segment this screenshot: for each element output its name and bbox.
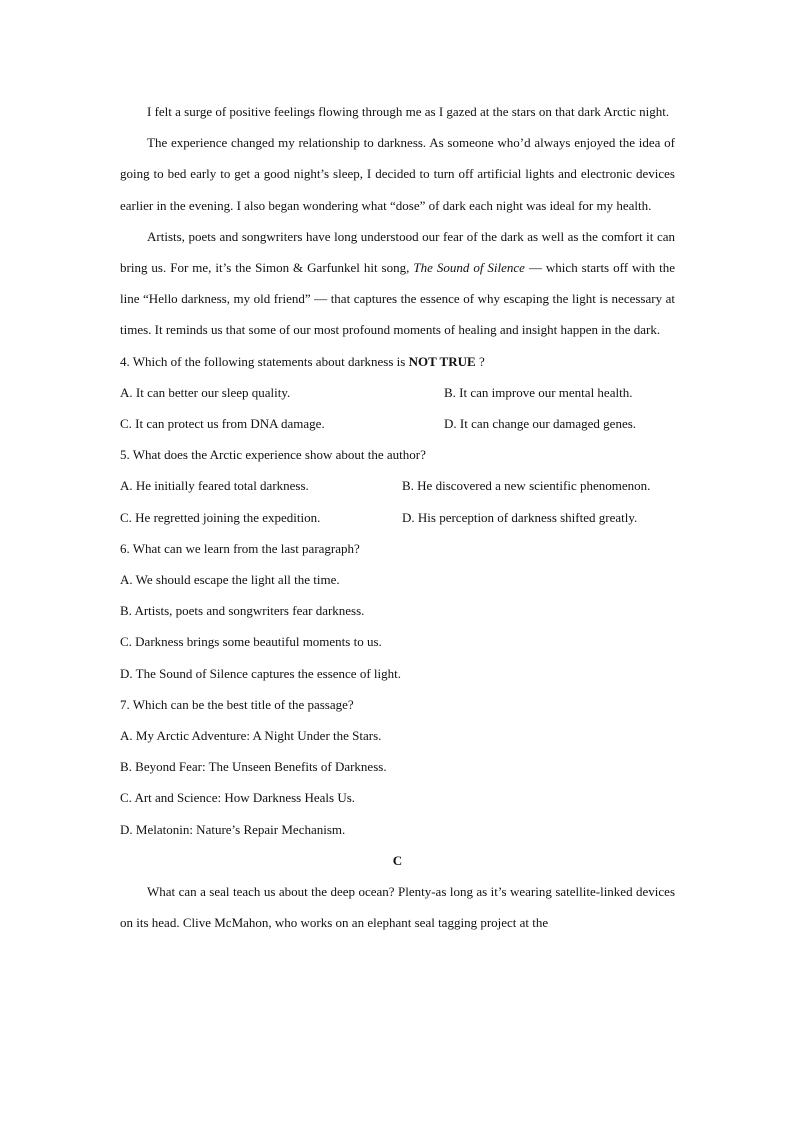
question-4-option-a: A. It can better our sleep quality. [120, 384, 291, 400]
question-5-options-row-2 [120, 502, 675, 533]
question-4-stem-end: ? [475, 353, 485, 369]
question-4-option-b: B. It can improve our mental health. [444, 384, 633, 400]
question-7-option-a: A. My Arctic Adventure: A Night Under the Stars. [120, 728, 382, 744]
question-6-option-d: D. The Sound of Silence captures the essence of light. [120, 665, 401, 681]
section-heading: C [392, 852, 403, 868]
question-6-option-c: C. Darkness brings some beautiful moments to us. [120, 634, 382, 650]
question-4-option-c: C. It can protect us from DNA damage. [120, 416, 325, 432]
question-6-option-b: B. Artists, poets and songwriters fear darkness. [120, 603, 365, 619]
question-5-option-d: D. His perception of darkness shifted greatly. [402, 509, 638, 525]
question-4-stem-text: 4. Which of the following statements about darkness is [120, 353, 409, 369]
passage-b-paragraph-2: The experience changed my relationship to darkness. As someone who’d always enjoyed the idea of going to bed early to get a good night’s sleep, I decided to turn off artificial lights and electronic devices earlier in the evening. I also began wondering what “dose” of dark each night was ideal for my health. [120, 135, 675, 213]
question-5-options-row-1 [120, 470, 675, 501]
passage-b-paragraph-3 [120, 221, 675, 346]
paragraph-3-text-b: — which starts off with the line “Hello darkness, my old friend” — that captures the essence of why escaping the light is necessary at times. It reminds us that some of our most profound moments of healing and insight happen in the dark. [120, 260, 675, 338]
question-4-stem [120, 346, 675, 377]
question-5-option-a: A. He initially feared total darkness. [120, 478, 309, 494]
question-7-option-b: B. Beyond Fear: The Unseen Benefits of Darkness. [120, 759, 387, 775]
question-7-option-d: D. Melatonin: Nature’s Repair Mechanism. [120, 821, 346, 837]
question-5-option-c: C. He regretted joining the expedition. [120, 509, 321, 525]
paragraph-3-text-a: Artists, poets and songwriters have long understood our fear of the dark as well as the comfort it can bring us. For me, it’s the Simon & Garfunkel hit song, [120, 228, 675, 276]
question-4-emphasis: NOT TRUE [408, 353, 476, 369]
question-5-option-b: B. He discovered a new scientific phenomenon. [402, 478, 651, 494]
document-page [120, 96, 675, 938]
question-4-options-row-2 [120, 408, 675, 439]
question-6-option-a: A. We should escape the light all the time. [120, 572, 340, 588]
question-7-option-c: C. Art and Science: How Darkness Heals Us. [120, 790, 356, 806]
question-4-options-row-1 [120, 377, 675, 408]
song-title: The Sound of Silence [413, 260, 525, 276]
question-5-stem: 5. What does the Arctic experience show about the author? [120, 447, 426, 463]
question-7-stem: 7. Which can be the best title of the passage? [120, 696, 354, 712]
question-4-option-d: D. It can change our damaged genes. [444, 416, 637, 432]
passage-c-paragraph-1: What can a seal teach us about the deep ocean? Plenty-as long as it’s wearing satellite-linked devices on its head. Clive McMahon, who works on an elephant seal tagging project at the [120, 884, 675, 931]
question-6-stem: 6. What can we learn from the last paragraph? [120, 540, 360, 556]
passage-b-paragraph-1: I felt a surge of positive feelings flowing through me as I gazed at the stars on that dark Arctic night. [147, 104, 670, 119]
